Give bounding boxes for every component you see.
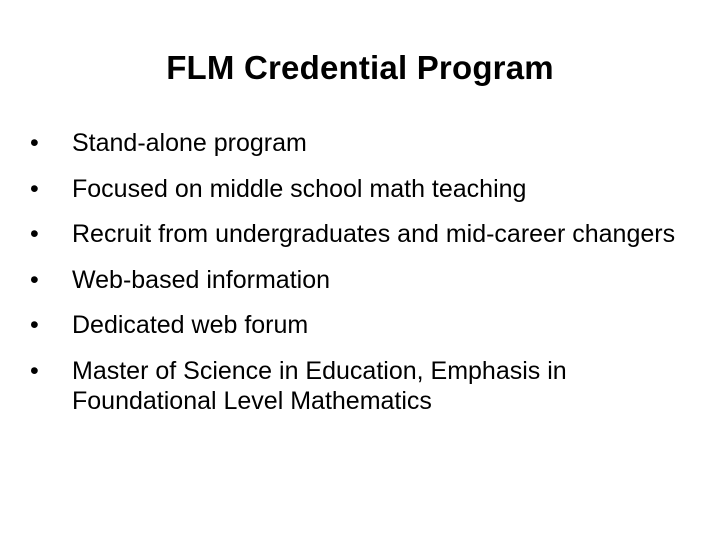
bullet-item <box>28 310 678 340</box>
bullet-list <box>28 128 678 431</box>
slide-title: FLM Credential Program <box>166 49 554 86</box>
bullet-item <box>28 219 678 249</box>
bullet-text: Recruit from undergraduates and mid-career changers <box>72 220 676 248</box>
bullet-item <box>28 265 678 295</box>
bullet-icon: • <box>30 129 39 157</box>
bullet-text: Master of Science in Education, Emphasis in Foundational Level Mathematics <box>72 356 567 415</box>
bullet-text: Web-based information <box>72 265 331 294</box>
bullet-icon: • <box>30 174 39 203</box>
bullet-icon: • <box>30 265 39 294</box>
bullet-item <box>28 174 678 204</box>
bullet-icon: • <box>30 220 39 248</box>
bullet-text: Focused on middle school math teaching <box>72 174 527 203</box>
bullet-icon: • <box>30 311 39 339</box>
bullet-item <box>28 356 678 416</box>
bullet-icon: • <box>30 356 39 385</box>
bullet-item <box>28 128 678 158</box>
bullet-text: Stand-alone program <box>72 129 307 157</box>
bullet-text: Dedicated web forum <box>72 311 309 339</box>
